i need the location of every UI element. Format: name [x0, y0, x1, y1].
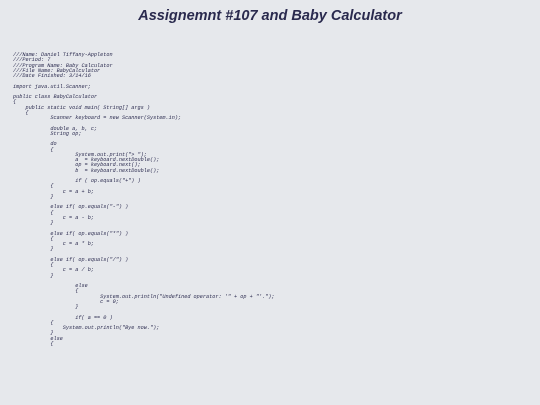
code-listing: ///Name: Daniel Tiffany-Appleton ///Period: 7 ///Program Name: Baby Calculator ///File Name: BabyCalculator ///Date Finished: 3/14/16 import java.util.Scanner; public class BabyCalculator { public static void main( String[] args ) { Scanner keyboard = new Scanner(System.in); double a, b, c; String op; do { System.out.print("> "); a = keyboard.nextDouble(); op = keyboard.next(); b = keyboard.nextDouble(); if ( op.equals("+") ) { c = a + b; } else if( op.equals("-") ) { c = a - b; } else if( op.equals("*") ) { c = a * b; } else if( op.equals("/") ) { c = a / b; } else { System.out.println("Undefined operator: '" + op + "'."); c = 0; } if( a == 0 ) { System.out.println("Bye now."); } else { [13, 52, 275, 347]
slide-title: Assignemnt #107 and Baby Calculator [138, 8, 402, 24]
